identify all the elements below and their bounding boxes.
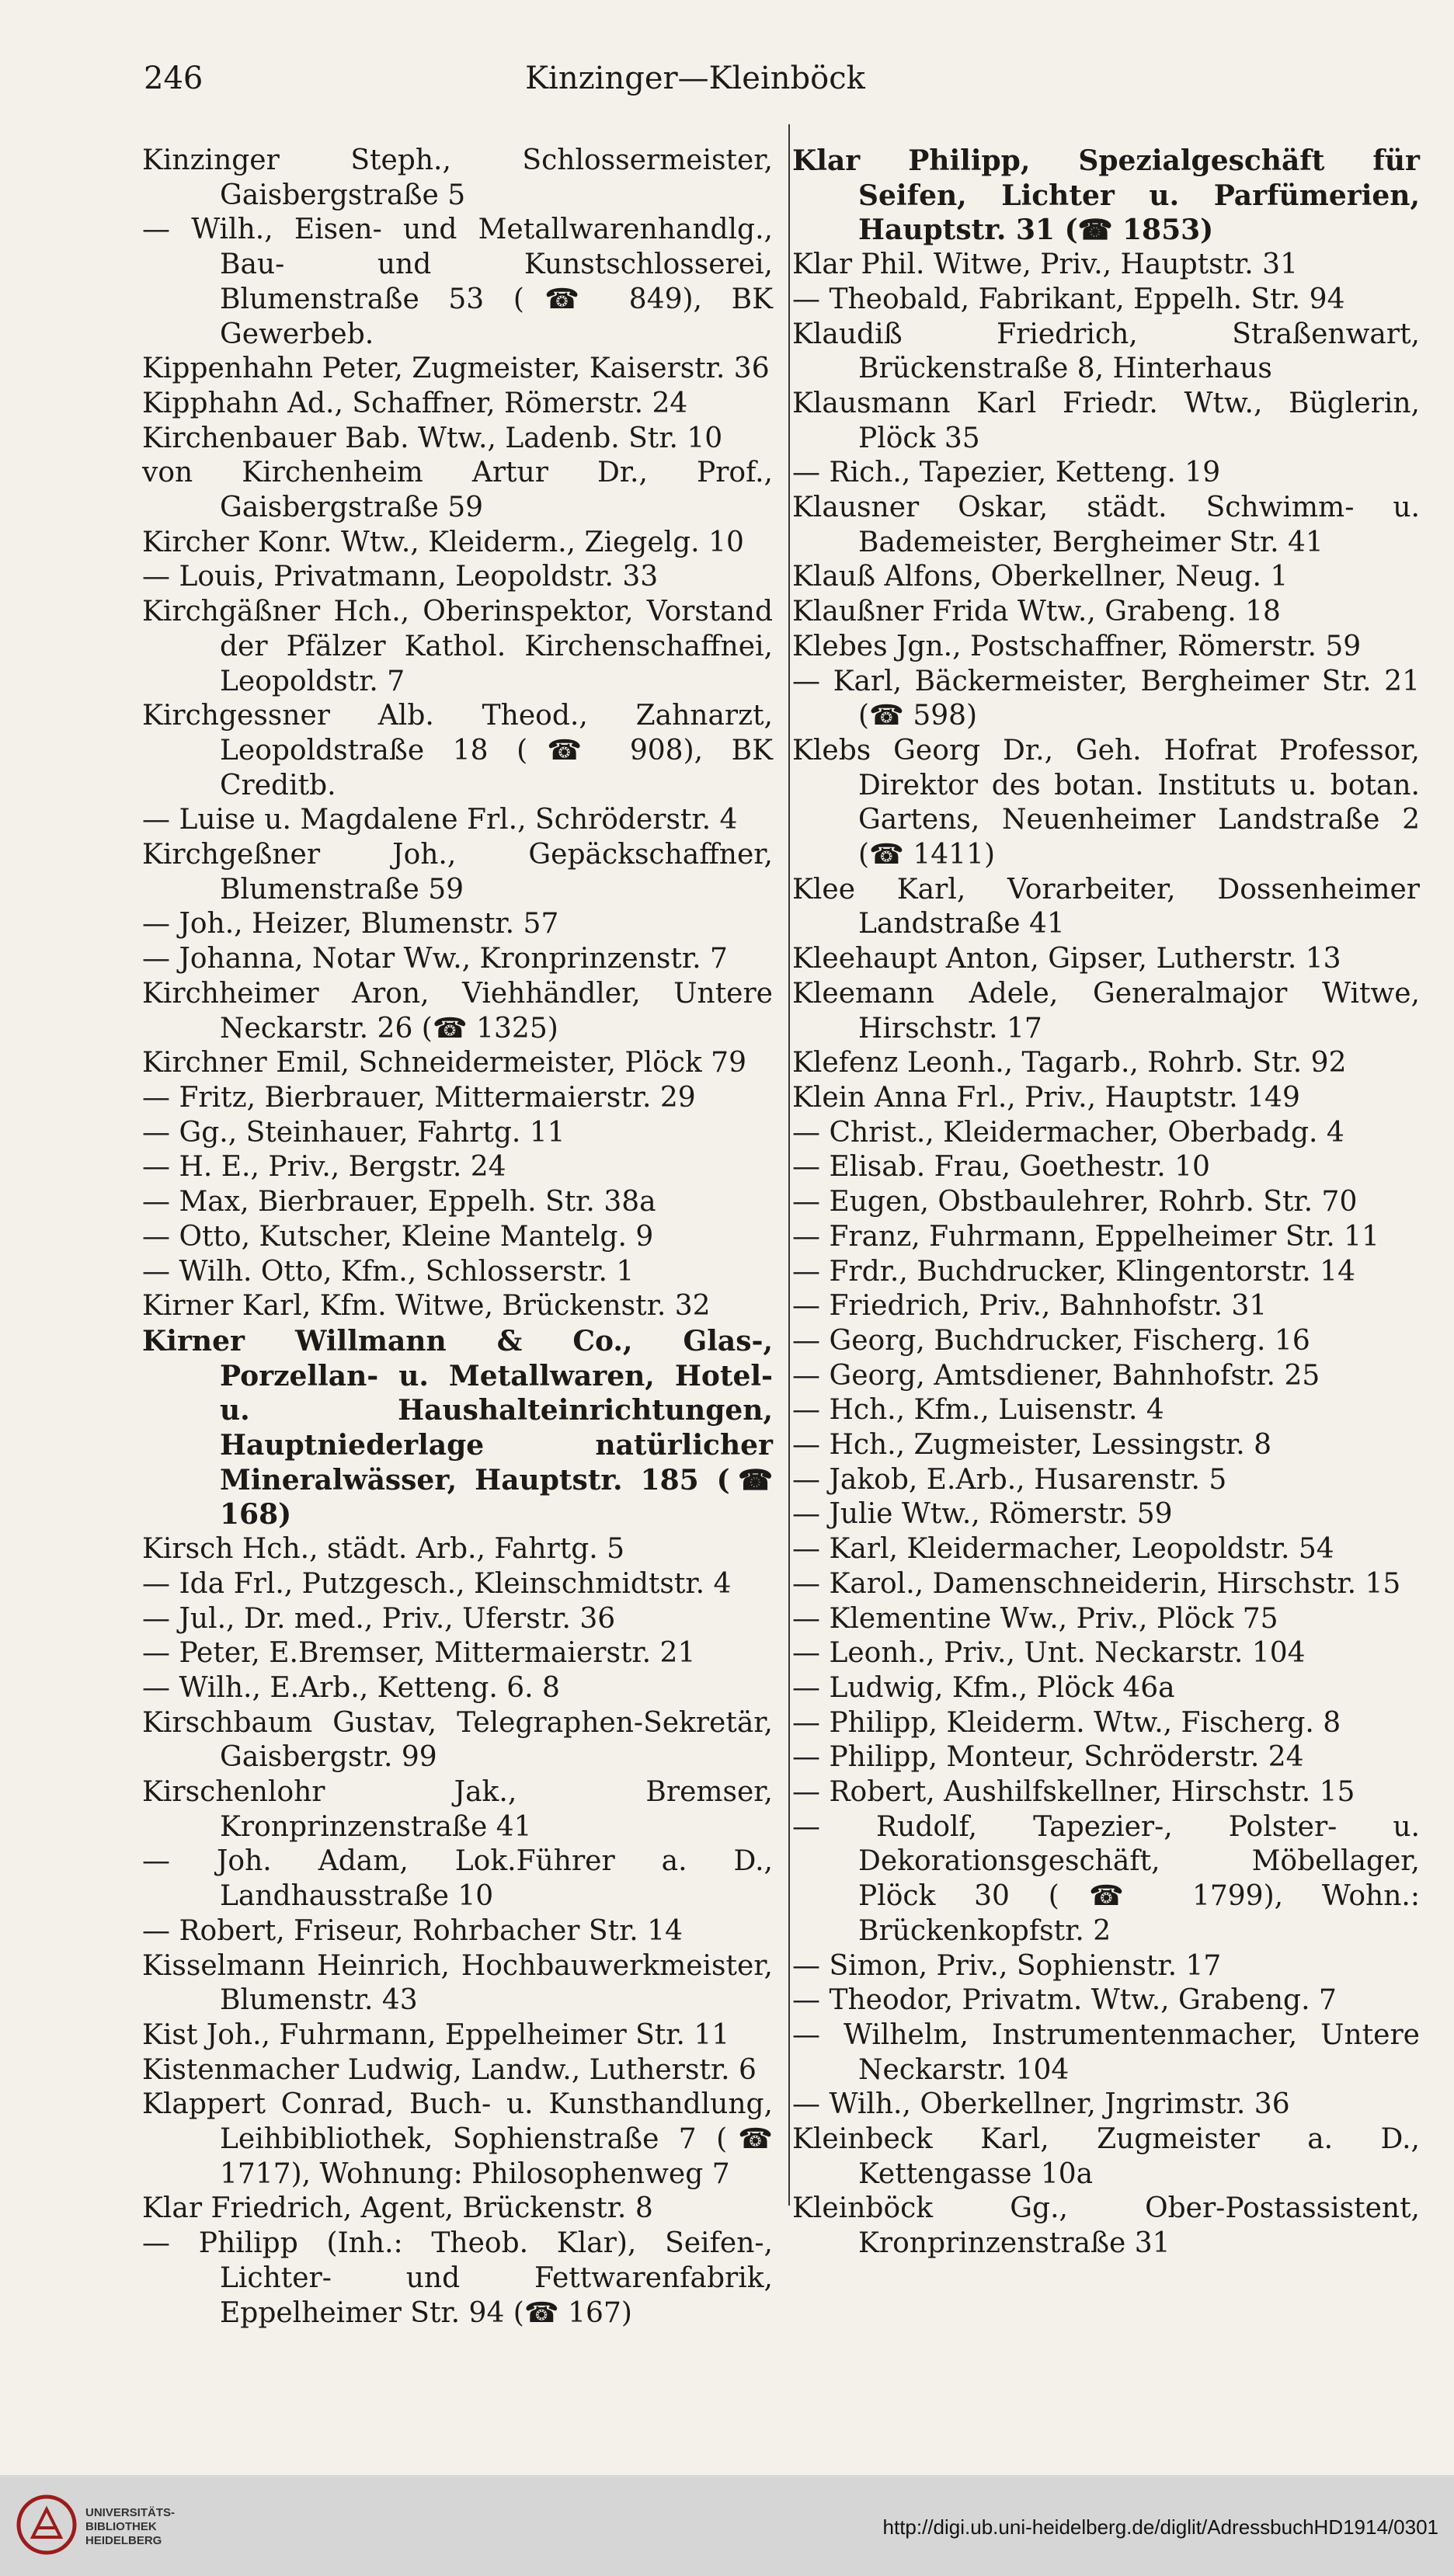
- directory-entry: — Fritz, Bierbrauer, Mittermaierstr. 29: [142, 1081, 696, 1114]
- directory-entry: Kirschbaum Gustav, Telegraphen-Sekretär, Gaisbergstr. 99: [142, 1706, 773, 1774]
- directory-entry: — Georg, Buchdrucker, Fischerg. 16: [792, 1324, 1310, 1357]
- directory-entry: — Robert, Aushilfskellner, Hirschstr. 15: [792, 1776, 1355, 1809]
- right-column: [792, 144, 1420, 2261]
- running-title: Kinzinger—Kleinböck: [525, 61, 865, 96]
- directory-entry: Klar Friedrich, Agent, Brückenstr. 8: [142, 2192, 653, 2225]
- directory-entry: — Wilhelm, Instrumentenmacher, Untere Neckarstr. 104: [792, 2018, 1420, 2086]
- directory-entry: — Rich., Tapezier, Ketteng. 19: [792, 457, 1221, 489]
- directory-entry: Kirchgessner Alb. Theod., Zahnarzt, Leopoldstraße 18 (☎ 908), BK Creditb.: [142, 700, 773, 801]
- directory-entry: Kleinbeck Karl, Zugmeister a. D., Kettengasse 10a: [792, 2123, 1420, 2190]
- directory-entry: — Joh., Heizer, Blumenstr. 57: [142, 908, 559, 940]
- directory-entry: — Wilh., Oberkellner, Jngrimstr. 36: [792, 2088, 1290, 2121]
- directory-entry: Kist Joh., Fuhrmann, Eppelheimer Str. 11: [142, 2018, 730, 2051]
- directory-entry: — Otto, Kutscher, Kleine Mantelg. 9: [142, 1220, 654, 1253]
- directory-entry: — Ida Frl., Putzgesch., Kleinschmidtstr. 4: [142, 1567, 732, 1600]
- directory-entry: — Karol., Damenschneiderin, Hirschstr. 15: [792, 1567, 1401, 1600]
- directory-entry: — Wilh., E.Arb., Ketteng. 6. 8: [142, 1671, 560, 1704]
- directory-entry: — Elisab. Frau, Goethestr. 10: [792, 1151, 1210, 1184]
- directory-entry: Kircher Konr. Wtw., Kleiderm., Ziegelg. 10: [142, 526, 744, 558]
- directory-entry: — Leonh., Priv., Unt. Neckarstr. 104: [792, 1637, 1306, 1670]
- directory-entry: Kirchenbauer Bab. Wtw., Ladenb. Str. 10: [142, 422, 723, 454]
- directory-entry: — Jakob, E.Arb., Husarenstr. 5: [792, 1463, 1227, 1496]
- directory-entry: Klaudiß Friedrich, Straßenwart, Brückenstraße 8, Hinterhaus: [792, 318, 1420, 385]
- directory-entry: Kistenmacher Ludwig, Landw., Lutherstr. 6: [142, 2053, 757, 2086]
- directory-entry: — Jul., Dr. med., Priv., Uferstr. 36: [142, 1602, 616, 1635]
- directory-entry: — Theobald, Fabrikant, Eppelh. Str. 94: [792, 283, 1345, 315]
- directory-entry: Kirchgeßner Joh., Gepäckschaffner, Blumenstraße 59: [142, 839, 773, 906]
- directory-entry: Klee Karl, Vorarbeiter, Dossenheimer Landstraße 41: [792, 873, 1420, 940]
- directory-entry: — Joh. Adam, Lok.Führer a. D., Landhausstraße 10: [142, 1845, 773, 1913]
- directory-entry: — Klementine Ww., Priv., Plöck 75: [792, 1602, 1278, 1635]
- directory-entry: Klausmann Karl Friedr. Wtw., Büglerin, Plöck 35: [792, 387, 1420, 454]
- directory-entry: Kirner Willmann & Co., Glas-, Porzellan- u. Metallwaren, Hotel- u. Haushalteinrichtungen, Hauptniederlage natürlicher Mineralwässer, Hauptstr. 185 (☎ 168): [142, 1324, 773, 1531]
- university-seal-icon: [14, 2492, 80, 2558]
- directory-entry: — Franz, Fuhrmann, Eppelheimer Str. 11: [792, 1220, 1379, 1253]
- library-name-line: BIBLIOTHEK: [85, 2520, 157, 2533]
- footer-bar: [0, 2475, 1454, 2576]
- directory-entry: von Kirchenheim Artur Dr., Prof., Gaisbergstraße 59: [142, 457, 773, 524]
- directory-entry: — Philipp (Inh.: Theob. Klar), Seifen-, Lichter- und Fettwarenfabrik, Eppelheimer Str. 94 (☎ 167): [142, 2227, 773, 2329]
- directory-entry: Kirner Karl, Kfm. Witwe, Brückenstr. 32: [142, 1290, 711, 1323]
- directory-entry: — Theodor, Privatm. Wtw., Grabeng. 7: [792, 1984, 1337, 2017]
- directory-entry: — Friedrich, Priv., Bahnhofstr. 31: [792, 1290, 1268, 1323]
- directory-entry: Kleehaupt Anton, Gipser, Lutherstr. 13: [792, 943, 1341, 975]
- library-name-line: HEIDELBERG: [85, 2534, 162, 2547]
- directory-entry: — Hch., Kfm., Luisenstr. 4: [792, 1394, 1164, 1427]
- directory-entry: Kinzinger Steph., Schlossermeister, Gaisbergstraße 5: [142, 144, 773, 211]
- directory-entry: Kippenhahn Peter, Zugmeister, Kaiserstr. 36: [142, 353, 770, 385]
- directory-entry: Klar Phil. Witwe, Priv., Hauptstr. 31: [792, 249, 1298, 281]
- left-column: [142, 144, 773, 2331]
- directory-entry: Klaußner Frida Wtw., Grabeng. 18: [792, 596, 1281, 628]
- directory-entry: Kirchner Emil, Schneidermeister, Plöck 79: [142, 1047, 746, 1079]
- directory-entry: — Karl, Bäckermeister, Bergheimer Str. 21 (☎ 598): [792, 665, 1420, 732]
- directory-entry: — Karl, Kleidermacher, Leopoldstr. 54: [792, 1533, 1334, 1566]
- directory-entry: — Julie Wtw., Römerstr. 59: [792, 1498, 1173, 1531]
- directory-entry: — Ludwig, Kfm., Plöck 46a: [792, 1671, 1175, 1704]
- directory-entry: — Luise u. Magdalene Frl., Schröderstr. 4: [142, 804, 738, 836]
- directory-entry: Kipphahn Ad., Schaffner, Römerstr. 24: [142, 387, 688, 419]
- directory-entry: Kleinböck Gg., Ober-Postassistent, Kronprinzenstraße 31: [792, 2192, 1420, 2260]
- directory-entry: Kirsch Hch., städt. Arb., Fahrtg. 5: [142, 1533, 625, 1566]
- directory-entry: — Frdr., Buchdrucker, Klingentorstr. 14: [792, 1255, 1355, 1288]
- directory-entry: Klauß Alfons, Oberkellner, Neug. 1: [792, 561, 1289, 593]
- directory-entry: — Georg, Amtsdiener, Bahnhofstr. 25: [792, 1359, 1320, 1392]
- directory-entry: — Max, Bierbrauer, Eppelh. Str. 38a: [142, 1186, 656, 1218]
- library-name-line: UNIVERSITÄTS-: [85, 2506, 176, 2519]
- column-divider: [788, 124, 790, 2206]
- directory-entry: Klausner Oskar, städt. Schwimm- u. Bademeister, Bergheimer Str. 41: [792, 492, 1420, 558]
- directory-entry: — Hch., Zugmeister, Lessingstr. 8: [792, 1429, 1271, 1462]
- page-header: [144, 61, 1247, 107]
- directory-entry: — Louis, Privatmann, Leopoldstr. 33: [142, 561, 659, 593]
- directory-entry: — Eugen, Obstbaulehrer, Rohrb. Str. 70: [792, 1186, 1358, 1218]
- directory-entry: — H. E., Priv., Bergstr. 24: [142, 1151, 506, 1184]
- directory-entry: — Philipp, Monteur, Schröderstr. 24: [792, 1741, 1304, 1774]
- directory-entry: — Wilh. Otto, Kfm., Schlosserstr. 1: [142, 1255, 635, 1288]
- directory-entry: Klein Anna Frl., Priv., Hauptstr. 149: [792, 1081, 1300, 1114]
- directory-entry: — Robert, Friseur, Rohrbacher Str. 14: [142, 1914, 684, 1947]
- directory-entry: — Wilh., Eisen- und Metallwarenhandlg., Bau- und Kunstschlosserei, Blumenstraße 53 (☎ 849), BK Gewerbeb.: [142, 214, 773, 350]
- directory-entry: — Simon, Priv., Sophienstr. 17: [792, 1949, 1222, 1982]
- directory-entry: Klefenz Leonh., Tagarb., Rohrb. Str. 92: [792, 1047, 1347, 1079]
- page-number: 246: [144, 61, 203, 96]
- directory-entry: Kirchheimer Aron, Viehhändler, Untere Neckarstr. 26 (☎ 1325): [142, 977, 773, 1045]
- directory-entry: — Christ., Kleidermacher, Oberbadg. 4: [792, 1116, 1344, 1149]
- directory-entry: Kisselmann Heinrich, Hochbauwerkmeister, Blumenstr. 43: [142, 1949, 773, 2017]
- directory-entry: Klar Philipp, Spezialgeschäft für Seifen, Lichter u. Parfümerien, Hauptstr. 31 (☎ 1853): [792, 144, 1420, 247]
- directory-entry: Kleemann Adele, Generalmajor Witwe, Hirschstr. 17: [792, 977, 1420, 1045]
- directory-entry: — Johanna, Notar Ww., Kronprinzenstr. 7: [142, 943, 728, 975]
- source-url-link[interactable]: http://digi.ub.uni-heidelberg.de/diglit/AdressbuchHD1914/0301: [882, 2515, 1438, 2539]
- directory-entry: — Philipp, Kleiderm. Wtw., Fischerg. 8: [792, 1706, 1341, 1739]
- directory-entry: — Peter, E.Bremser, Mittermaierstr. 21: [142, 1637, 696, 1670]
- directory-entry: Klebes Jgn., Postschaffner, Römerstr. 59: [792, 630, 1362, 662]
- directory-entry: Kirchgäßner Hch., Oberinspektor, Vorstand der Pfälzer Kathol. Kirchenschaffnei, Leopoldstr. 7: [142, 596, 773, 697]
- directory-entry: Klappert Conrad, Buch- u. Kunsthandlung, Leihbibliothek, Sophienstraße 7 (☎ 1717), Wohnung: Philosophenweg 7: [142, 2088, 773, 2190]
- directory-entry: Klebs Georg Dr., Geh. Hofrat Professor, Direktor des botan. Instituts u. botan. Gartens, Neuenheimer Landstraße 2 (☎ 1411): [792, 734, 1420, 871]
- library-name: [85, 2506, 175, 2548]
- directory-entry: — Rudolf, Tapezier-, Polster- u. Dekorationsgeschäft, Möbellager, Plöck 30 (☎ 1799), Wohn.: Brückenkopfstr. 2: [792, 1810, 1420, 1947]
- directory-entry: Kirschenlohr Jak., Bremser, Kronprinzenstraße 41: [142, 1776, 773, 1843]
- directory-entry: — Gg., Steinhauer, Fahrtg. 11: [142, 1116, 565, 1149]
